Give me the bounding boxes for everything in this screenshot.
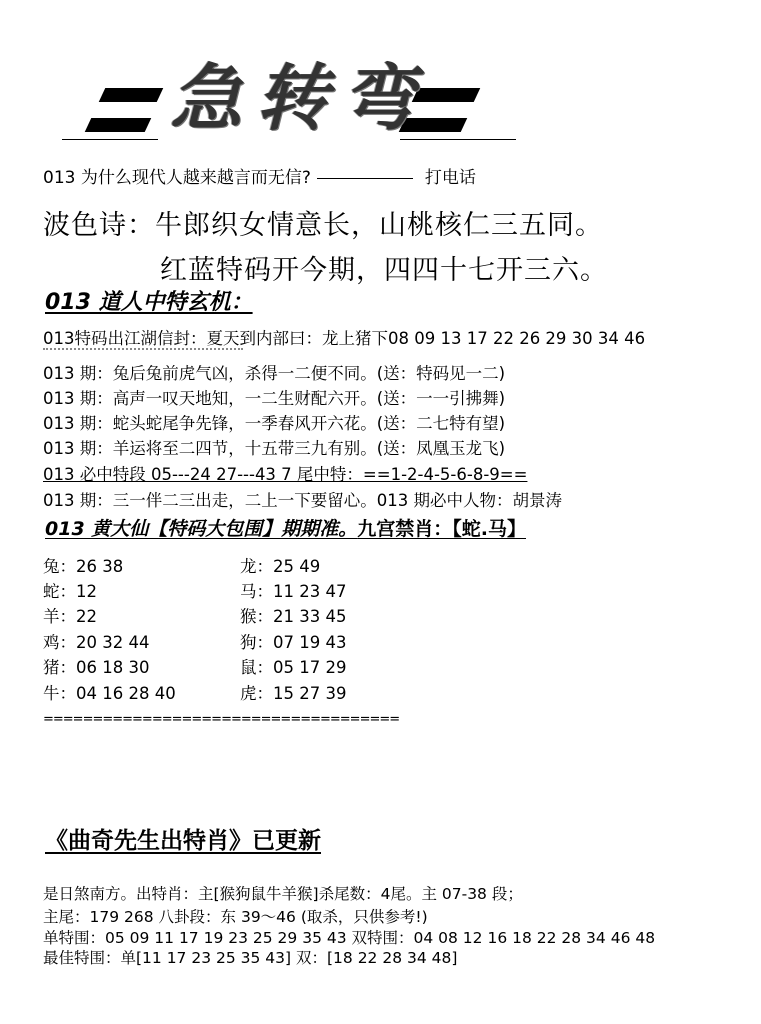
quqi-heading: 《曲奇先生出特肖》已更新 (45, 828, 321, 854)
prediction-line-1: 013 期：兔后兔前虎气凶，杀得一二便不同。(送：特码见一二) (43, 364, 506, 383)
daoren-heading: 013 道人中特玄机： (45, 290, 253, 315)
huangdaxian-heading (45, 514, 526, 541)
page-title: 急转弯 (170, 55, 429, 140)
prediction-line-3: 013 期：蛇头蛇尾争先锋，一季春风开六花。(送：二七特有望) (43, 414, 506, 433)
separator-line: ==================================== (43, 712, 400, 727)
riddle-question: 013 为什么现代人越来越言而无信? (43, 168, 311, 188)
zodiac-left-2: 蛇：12 (43, 582, 97, 601)
poem-line-1: 波色诗：牛郎织女情意长，山桃核仁三五同。 (43, 210, 603, 241)
tema-line: 013特码出江湖信封：夏天到内部曰：龙上猪下08 09 13 17 22 26 29 30 34 46 (43, 329, 646, 348)
prediction-line-4: 013 期：羊运将至二四节，十五带三九有别。(送：凤凰玉龙飞) (43, 439, 506, 458)
bottom-line-3: 单特围：05 09 11 17 19 23 25 29 35 43 双特围：04 08 12 16 18 22 28 34 46 48 (43, 929, 656, 947)
zodiac-right-5: 鼠：05 17 29 (240, 658, 347, 677)
riddle-answer: 打电话 (424, 168, 476, 188)
zodiac-right-6: 虎：15 27 39 (240, 684, 347, 703)
poem-line-2: 红蓝特码开今期，四四十七开三六。 (160, 255, 608, 286)
riddle-line (43, 163, 476, 188)
zodiac-right-1: 龙：25 49 (240, 557, 321, 576)
zodiac-right-4: 狗：07 19 43 (240, 633, 347, 652)
zodiac-left-6: 牛：04 16 28 40 (43, 684, 176, 703)
huangdaxian-title: 013 黄大仙【特码大包围】期期准。 (45, 518, 358, 540)
zodiac-left-5: 猪：06 18 30 (43, 658, 150, 677)
bottom-line-1: 是日煞南方。出特肖：主[猴狗鼠牛羊猴]杀尾数：4尾。主 07-38 段； (43, 885, 523, 903)
bizhong-line: 013 必中特段 05---24 27---43 7 尾中特：==1-2-4-5-6-8-9== (43, 465, 528, 484)
garbled-divider (43, 348, 243, 354)
header-bar-left-bottom (85, 118, 152, 132)
bottom-line-2: 主尾：179 268 八卦段：东 39～46 (取杀，只供参考!) (43, 908, 428, 926)
prediction-line-2: 013 期：高声一叹天地知，一二生财配六开。(送：一一引拂舞) (43, 389, 506, 408)
bottom-line-4: 最佳特围：单[11 17 23 25 35 43] 双：[18 22 28 34 48] (43, 949, 458, 967)
zodiac-left-3: 羊：22 (43, 607, 97, 626)
zodiac-left-4: 鸡：20 32 44 (43, 633, 150, 652)
prediction-line-5: 013 期：三一伴二三出走，二上一下要留心。013 期必中人物：胡景涛 (43, 491, 562, 510)
zodiac-right-2: 马：11 23 47 (240, 582, 347, 601)
zodiac-left-1: 兔：26 38 (43, 557, 124, 576)
header-bar-left-top (99, 88, 164, 102)
forbidden-zodiac: 九宫禁肖：【蛇.马】 (357, 518, 526, 540)
zodiac-right-3: 猴：21 33 45 (240, 607, 347, 626)
header-underline-left (62, 139, 158, 140)
riddle-dash (317, 178, 413, 179)
